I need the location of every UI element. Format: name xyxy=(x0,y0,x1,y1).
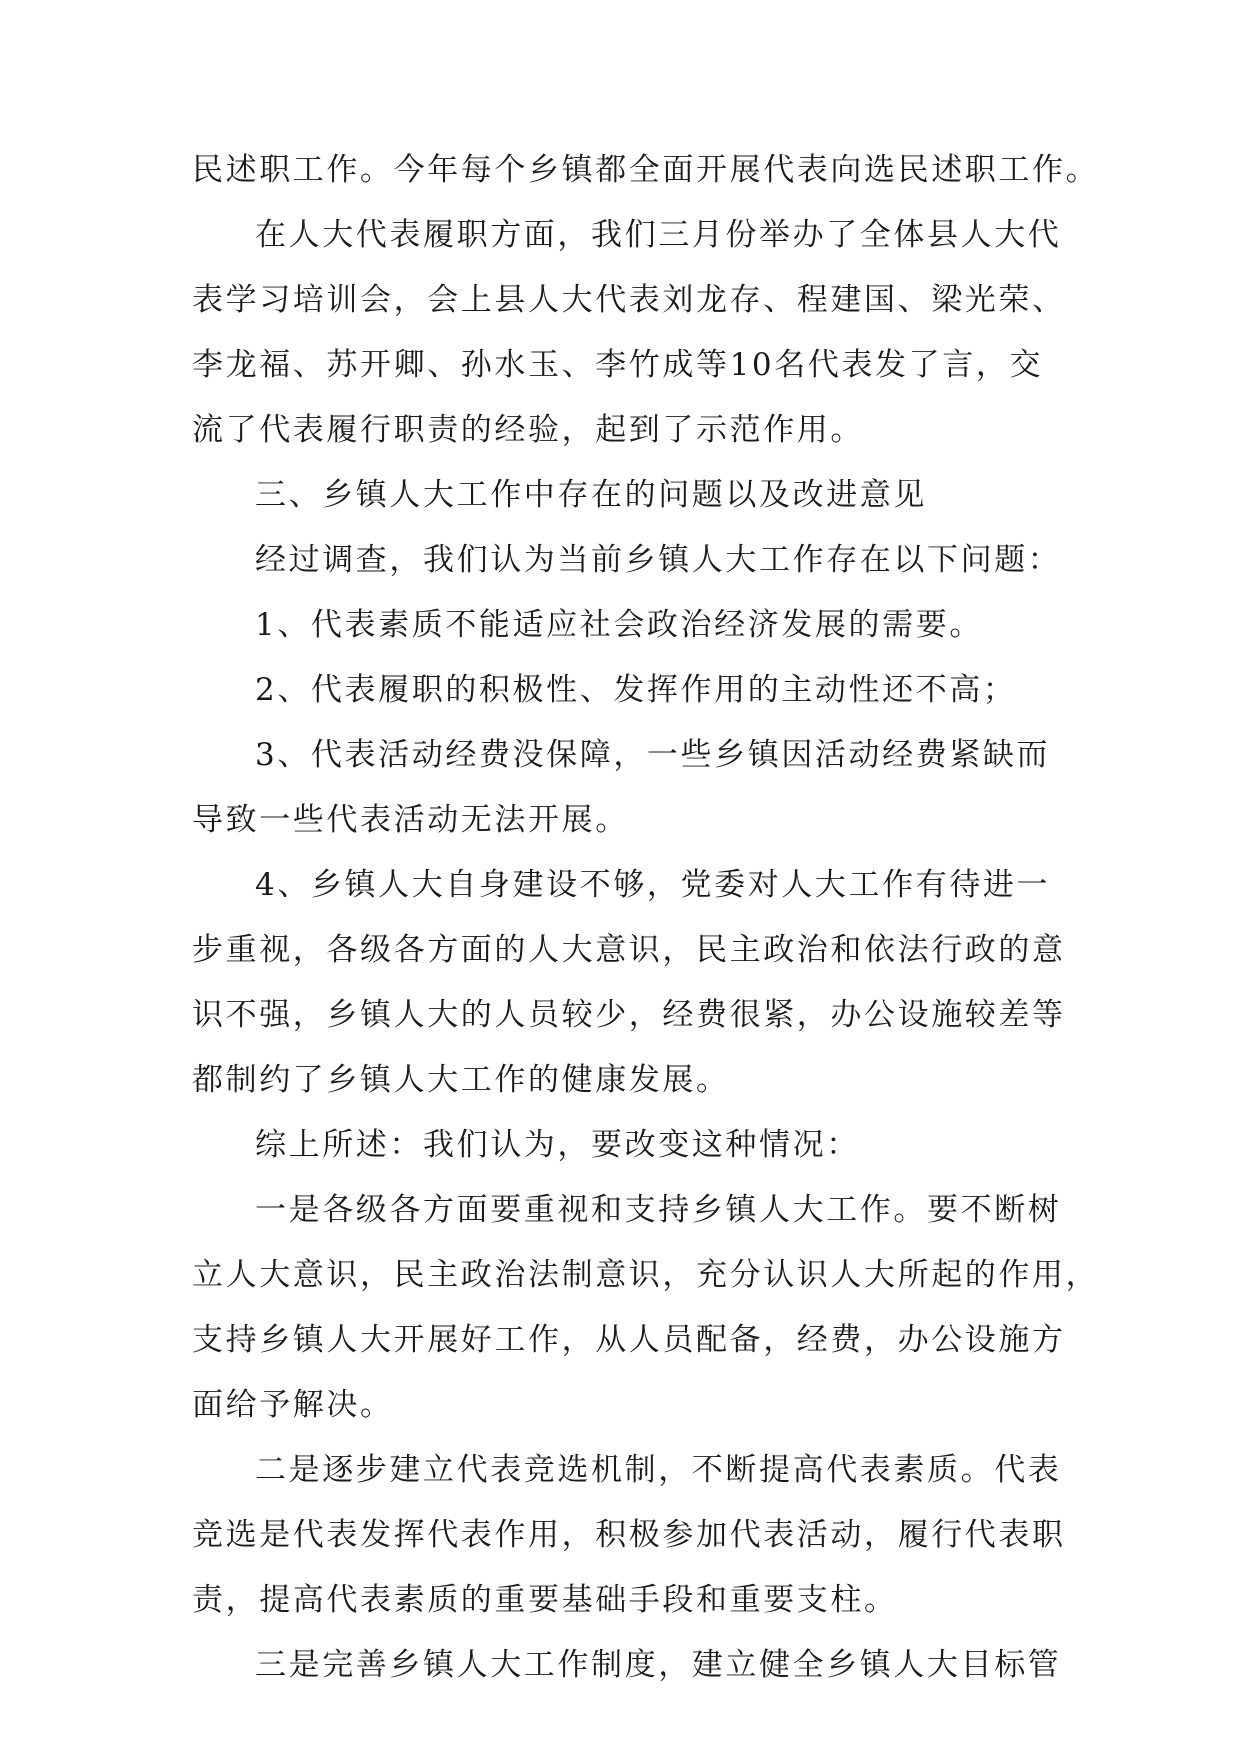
text-line: 二是逐步建立代表竞选机制，不断提高代表素质。代表 xyxy=(255,1452,1062,1488)
text-line: 综上所述：我们认为，要改变这种情况： xyxy=(255,1127,860,1163)
text-line: 民述职工作。今年每个乡镇都全面开展代表向选民述职工作。 xyxy=(192,152,1100,188)
text-line: 流了代表履行职责的经验，起到了示范作用。 xyxy=(192,412,864,448)
list-item: 1、代表素质不能适应社会政治经济发展的需要。 xyxy=(255,607,983,643)
text-line: 一是各级各方面要重视和支持乡镇人大工作。要不断树 xyxy=(255,1192,1062,1228)
list-item: 3、代表活动经费没保障，一些乡镇因活动经费紧缺而 xyxy=(255,737,1051,773)
text-line: 立人大意识，民主政治法制意识，充分认识人大所起的作用， xyxy=(192,1257,1100,1293)
text-line: 责，提高代表素质的重要基础手段和重要支柱。 xyxy=(192,1582,898,1618)
text-line: 步重视，各级各方面的人大意识，民主政治和依法行政的意 xyxy=(192,932,1066,968)
text-line: 都制约了乡镇人大工作的健康发展。 xyxy=(192,1062,730,1098)
text-line: 三是完善乡镇人大工作制度，建立健全乡镇人大目标管 xyxy=(255,1647,1062,1683)
text-line: 识不强，乡镇人大的人员较少，经费很紧，办公设施较差等 xyxy=(192,997,1066,1033)
text-line: 导致一些代表活动无法开展。 xyxy=(192,802,629,838)
text-line: 李龙福、苏开卿、孙水玉、李竹成等10名代表发了言，交 xyxy=(192,347,1044,383)
text-line: 在人大代表履职方面，我们三月份举办了全体县人大代 xyxy=(255,217,1062,253)
text-line: 面给予解决。 xyxy=(192,1387,394,1423)
text-line: 表学习培训会，会上县人大代表刘龙存、程建国、梁光荣、 xyxy=(192,282,1066,318)
text-line: 经过调查，我们认为当前乡镇人大工作存在以下问题： xyxy=(255,542,1062,578)
list-item: 2、代表履职的积极性、发挥作用的主动性还不高； xyxy=(255,672,1017,708)
text-line: 竞选是代表发挥代表作用，积极参加代表活动，履行代表职 xyxy=(192,1517,1066,1553)
section-heading: 三、乡镇人大工作中存在的问题以及改进意见 xyxy=(255,477,927,513)
list-item: 4、乡镇人大自身建设不够，党委对人大工作有待进一 xyxy=(255,867,1051,903)
text-line: 支持乡镇人大开展好工作，从人员配备，经费，办公设施方 xyxy=(192,1322,1066,1358)
